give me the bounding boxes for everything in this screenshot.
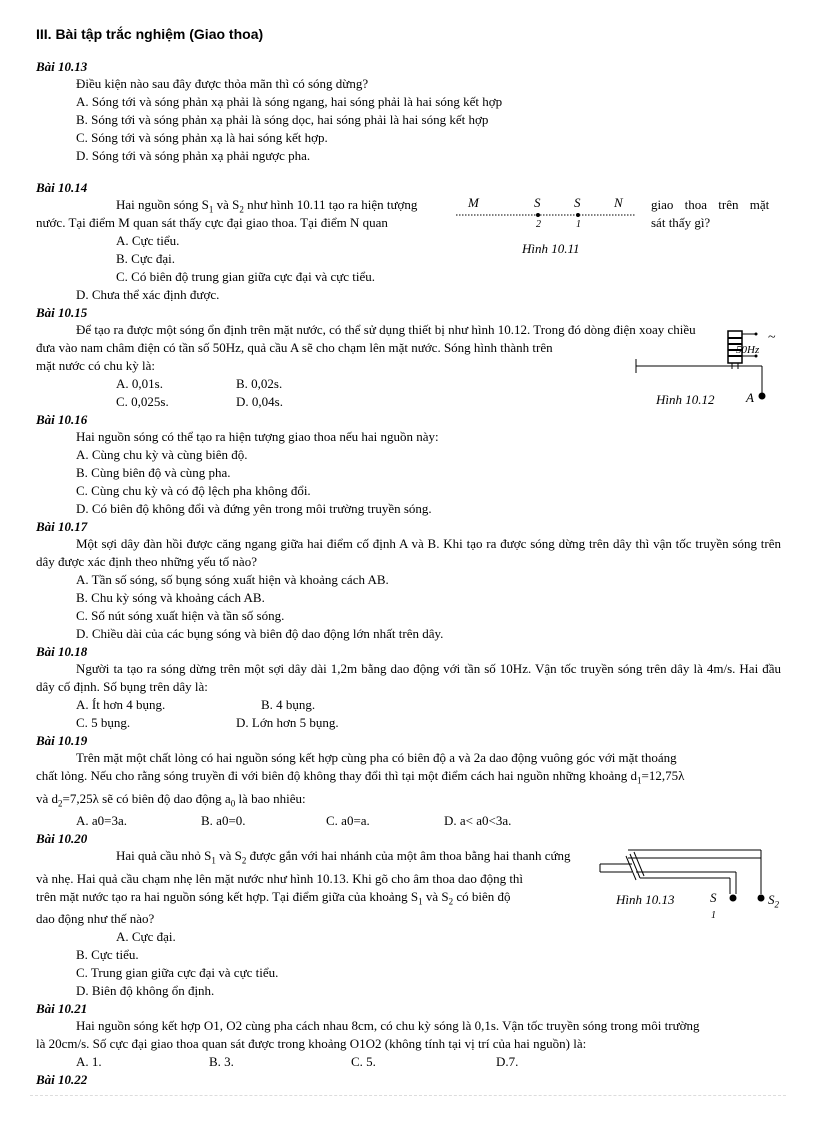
figure-10-11: [456, 195, 646, 265]
s2-label: $S_2$: [768, 892, 779, 910]
frequency-label: 50Hz: [736, 344, 760, 356]
option-a: A. a0=3a.: [76, 813, 128, 829]
problem-label: Bài 10.22: [36, 1072, 88, 1088]
option-b: B. Cùng biên độ và cùng pha.: [76, 465, 231, 480]
option-d: D. Lớn hơn 5 bụng.: [236, 715, 339, 730]
option-d: D. Sóng tới và sóng phản xạ phải ngược pha.: [76, 148, 311, 163]
option-d: D. a< a0<3a.: [444, 813, 512, 829]
ac-symbol: ~: [768, 330, 776, 345]
problem-10-13: [36, 58, 781, 165]
problem-label: Bài 10.14: [36, 180, 88, 195]
option-a: A. Sóng tới và sóng phản xạ phải là sóng ngang, hai sóng phải là hai sóng kết hợp: [76, 94, 503, 109]
figure-10-12: [634, 326, 779, 426]
s1-sub-label: 1: [711, 910, 716, 922]
problem-label: Bài 10.21: [36, 1001, 88, 1017]
question-line3: và $d_2=7,25\lambda$ sẽ có biên độ dao động $a_0$ là bao nhiêu:: [36, 790, 306, 809]
question-line1: Hai nguồn sóng kết hợp O1, O2 cùng pha cách nhau 8cm, có chu kỳ sóng là 0,1s. Vận tốc truyền sóng trong môi trường: [76, 1018, 700, 1034]
sub-1-label: 1: [576, 219, 581, 230]
problem-10-16: [36, 411, 781, 518]
option-b: B. Cực đại.: [116, 251, 176, 266]
question-line3: trên mặt nước tạo ra hai nguồn sóng kết hợp. Tại điểm giữa của khoảng $S_1$ và $S_2$ có biên độ: [36, 888, 511, 907]
question-line3: mặt nước có chu kỳ là:: [36, 358, 155, 373]
option-a: A. 0,01s.: [116, 376, 163, 391]
question-line2: đưa vào nam châm điện có tần số 50Hz, quả cầu A sẽ cho chạm lên mặt nước. Sóng hình thành trên: [36, 340, 553, 355]
figure-caption: Hình 10.13: [616, 892, 675, 908]
point-n-label: N: [614, 195, 623, 210]
option-b: B. 4 bụng.: [261, 697, 316, 712]
sub-2-label: 2: [536, 219, 541, 230]
problem-label: Bài 10.19: [36, 733, 88, 748]
problem-label: Bài 10.15: [36, 305, 88, 320]
option-b: B. Chu kỳ sóng và khoảng cách AB.: [76, 590, 265, 605]
problem-10-19: [36, 732, 781, 830]
document-page: [36, 26, 781, 1088]
option-c: C. Số nút sóng xuất hiện và tần số sóng.: [76, 608, 285, 623]
problem-label: Bài 10.16: [36, 412, 88, 427]
option-b: B. Cực tiểu.: [76, 947, 139, 963]
problem-label: Bài 10.13: [36, 59, 88, 74]
question-line4: dao động như thế nào?: [36, 911, 155, 927]
option-d: D. Chưa thể xác định được.: [76, 287, 220, 302]
problem-10-15: [36, 304, 781, 411]
question-text: Hai nguồn sóng có thể tạo ra hiện tượng giao thoa nếu hai nguồn này:: [76, 429, 439, 444]
option-b: B. 0,02s.: [236, 376, 283, 391]
figure-caption: Hình 10.12: [656, 392, 715, 407]
question-line2-end: sát thấy gì?: [651, 215, 711, 230]
option-b: B. Sóng tới và sóng phản xạ phải là sóng dọc, hai sóng phải là hai sóng kết hợp: [76, 112, 489, 127]
section-title: III. Bài tập trắc nghiệm (Giao thoa): [36, 26, 264, 42]
figure-apparatus: [634, 326, 779, 426]
question-line2: và nhẹ. Hai quả cầu chạm nhẹ lên mặt nước như hình 10.13. Khi gõ cho âm thoa dao động thì: [36, 870, 524, 886]
question-line1: Trên mặt một chất lỏng có hai nguồn sóng kết hợp cùng pha có biên độ a và 2a dao động vuông góc với mặt thoáng: [76, 750, 677, 765]
option-d: D. 0,04s.: [236, 394, 283, 409]
option-a: A. Cực đại.: [116, 929, 176, 945]
question-line1: Hai quả cầu nhỏ $S_1$ và $S_2$ được gắn với hai nhánh của một âm thoa bằng hai thanh cứng: [116, 848, 571, 866]
point-s1-label: S: [574, 195, 581, 210]
question-text: Điều kiện nào sau đây được thỏa mãn thì có sóng dừng?: [76, 76, 369, 91]
option-a: A. Tần số sóng, số bụng sóng xuất hiện và khoảng cách AB.: [76, 572, 389, 587]
problem-10-22: [36, 1071, 781, 1088]
option-c: C. a0=a.: [326, 813, 370, 829]
option-c: C. 5.: [351, 1054, 376, 1070]
option-b: B. 3.: [209, 1054, 234, 1070]
option-c: C. Cùng chu kỳ và có độ lệch pha không đổi.: [76, 483, 311, 498]
question-text: Hai nguồn sóng $S_1$ và $S_2$ như hình 10.11 tạo ra hiện tượng: [116, 197, 418, 215]
question-text: Một sợi dây đàn hồi được căng ngang giữa hai điểm cố định A và B. Khi tạo ra được sóng dừng trên dây thì vận tốc truyền sóng trên dây được xác định theo những yếu tố nào?: [36, 536, 781, 569]
problem-10-21: [36, 1000, 781, 1071]
question-text: Người ta tạo ra sóng dừng trên một sợi dây dài 1,2m bằng dao động với tần số 10Hz. Vận tốc truyền sóng trên dây là 4m/s. Hai đầu dây cố định. Số bụng trên dây là:: [36, 661, 781, 694]
page-bottom-rule: [30, 1095, 786, 1096]
problem-label: Bài 10.20: [36, 831, 88, 847]
point-s2-label: S: [534, 195, 541, 210]
question-line2: chất lỏng. Nếu cho rằng sóng truyền đi với biên độ không thay đổi thì tại một điểm cách hai nguồn những khoảng $d_1=12,75\lambda$: [36, 768, 685, 786]
option-d: D. Biên độ không ổn định.: [76, 983, 215, 999]
option-a: A. Ít hơn 4 bụng.: [76, 697, 166, 712]
option-b: B. a0=0.: [201, 813, 246, 829]
option-a: A. Cực tiểu.: [116, 233, 180, 248]
option-c: C. 5 bụng.: [76, 715, 131, 730]
figure-caption: Hình 10.11: [522, 241, 580, 256]
option-c: C. Trung gian giữa cực đại và cực tiểu.: [76, 965, 279, 981]
problem-10-20: [36, 830, 781, 1000]
question-line1: Để tạo ra được một sóng ổn định trên mặt nước, có thể sử dụng thiết bị như hình 10.12. Trong đó dòng điện xoay chiều: [76, 322, 696, 337]
problem-label: Bài 10.17: [36, 519, 88, 534]
option-c: C. 0,025s.: [116, 394, 169, 409]
option-d: D.7.: [496, 1054, 519, 1070]
point-m-label: M: [468, 195, 479, 210]
problem-10-14: [36, 179, 781, 304]
option-a: A. 1.: [76, 1054, 102, 1070]
figure-10-13: [596, 842, 781, 937]
figure-tuning-fork: [596, 842, 781, 937]
problem-10-17: [36, 518, 781, 643]
question-line2: là 20cm/s. Số cực đại giao thoa quan sát được trong khoảng O1O2 (không tính tại vị trí của hai nguồn) là:: [36, 1036, 587, 1052]
problem-label: Bài 10.18: [36, 644, 88, 659]
option-c: C. Sóng tới và sóng phản xạ là hai sóng kết hợp.: [76, 130, 328, 145]
ball-a-label: A: [746, 390, 754, 405]
question-text-right: giao thoa trên mặt: [651, 197, 770, 212]
option-d: D. Chiều dài của các bụng sóng và biên độ dao động lớn nhất trên dây.: [76, 626, 444, 641]
question-line2: nước. Tại điểm M quan sát thấy cực đại giao thoa. Tại điểm N quan: [36, 215, 388, 230]
s1-label: S: [710, 890, 717, 906]
problem-10-18: [36, 643, 781, 732]
option-c: C. Có biên độ trung gian giữa cực đại và cực tiểu.: [116, 269, 376, 284]
option-a: A. Cùng chu kỳ và cùng biên độ.: [76, 447, 248, 462]
option-d: D. Có biên độ không đổi và đứng yên trong môi trường truyền sóng.: [76, 501, 432, 516]
